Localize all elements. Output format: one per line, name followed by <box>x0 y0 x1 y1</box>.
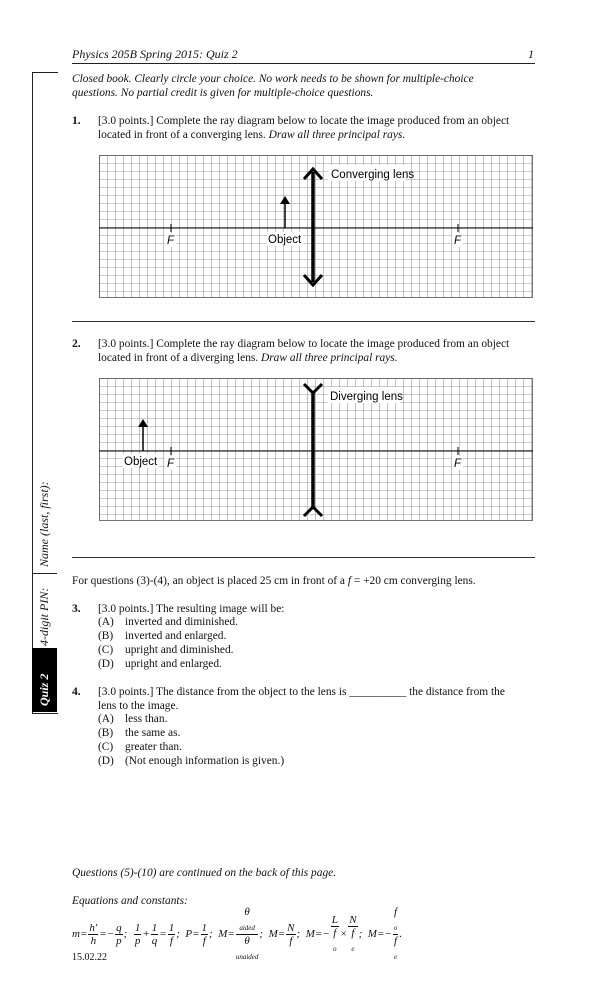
q1-ray-diagram[interactable] <box>99 155 533 298</box>
equations-title: Equations and constants: <box>72 895 188 907</box>
q2-focal-label-right: F <box>454 458 462 470</box>
continued-note: Questions (5)-(10) are continued on the back of this page. <box>72 867 337 879</box>
q4-choice-d[interactable]: (D) (Not enough information is given.) <box>98 755 285 767</box>
q4-choice-a[interactable]: (A) less than. <box>98 713 168 725</box>
q1-object-label: Object <box>268 234 302 246</box>
q2-lens-label: Diverging lens <box>330 391 403 403</box>
q3-prompt: [3.0 points.] The resulting image will be: <box>98 603 285 615</box>
q1-focal-label-right: F <box>454 235 462 247</box>
q1-focal-label-left: F <box>167 235 175 247</box>
q2-line-1: [3.0 points.] Complete the ray diagram below to locate the image produced from an object <box>98 338 510 350</box>
q4-prompt-line-1: [3.0 points.] The distance from the object to the lens is __________ the distance from the <box>98 686 505 698</box>
header-rule <box>72 63 535 64</box>
q1-grid <box>99 155 533 298</box>
q2-ray-diagram[interactable] <box>99 378 533 521</box>
version-code: 15.02.22 <box>72 952 107 963</box>
q2-diverging-lens-icon <box>304 384 322 516</box>
q1-number: 1. <box>72 114 81 127</box>
q4-number: 4. <box>72 685 81 698</box>
q1-object-arrow-icon <box>280 196 290 228</box>
name-label: Name (last, first): <box>37 481 51 567</box>
page-number: 1 <box>528 47 534 61</box>
setup-text: For questions (3)-(4), an object is placed 25 cm in front of a f = +20 cm converging lens. <box>72 575 476 587</box>
q3-choice-c[interactable]: (C) upright and diminished. <box>98 644 234 656</box>
q4-choice-c[interactable]: (C) greater than. <box>98 741 182 753</box>
q2-object-label: Object <box>124 456 158 468</box>
quiz-badge-label: Quiz 2 <box>37 673 51 706</box>
q2-line-2: located in front of a diverging lens. Draw all three principal rays. <box>98 352 398 364</box>
instructions-line-2: questions. No partial credit is given for multiple-choice questions. <box>72 87 374 99</box>
q2-grid <box>99 378 533 521</box>
q4-choice-b[interactable]: (B) the same as. <box>98 727 181 739</box>
q1-line-1: [3.0 points.] Complete the ray diagram below to locate the image produced from an object <box>98 115 510 127</box>
q2-focal-label-left: F <box>167 458 175 470</box>
q3-number: 3. <box>72 602 81 615</box>
q2-number: 2. <box>72 337 81 350</box>
separator-2 <box>72 557 535 558</box>
instructions-line-1: Closed book. Clearly circle your choice. No work needs to be shown for multiple-choice <box>72 73 474 85</box>
q3-choice-a[interactable]: (A) inverted and diminished. <box>98 616 238 628</box>
sidebar-divider <box>32 573 57 574</box>
q1-line-2: located in front of a converging lens. Draw all three principal rays. <box>98 129 406 141</box>
q1-lens-label: Converging lens <box>331 169 415 181</box>
q3-choice-d[interactable]: (D) upright and enlarged. <box>98 658 222 670</box>
equations-line: m= $\frac{h'}{h}$ =− $\frac{q}{p}$ ; $\frac{1}{p}$ + $\frac{1}{q}$ = $\frac{1}{f}$ ; P= $\frac{1}{f}$ ; M= θ $_{aided}$ θ $_{unaided}$ ; M= $\frac{N}{f}$ ; M=− L f $_o$ × N f $_e$ ; M=− f $_o$ f $_e$ . <box>72 906 403 962</box>
pin-label: 4-digit PIN: <box>37 587 51 646</box>
q3-choice-b[interactable]: (B) inverted and enlarged. <box>98 630 227 642</box>
page-header-title: Physics 205B Spring 2015: Quiz 2 <box>72 47 238 61</box>
q4-prompt-line-2: lens to the image. <box>98 700 179 712</box>
separator-1 <box>72 321 535 322</box>
